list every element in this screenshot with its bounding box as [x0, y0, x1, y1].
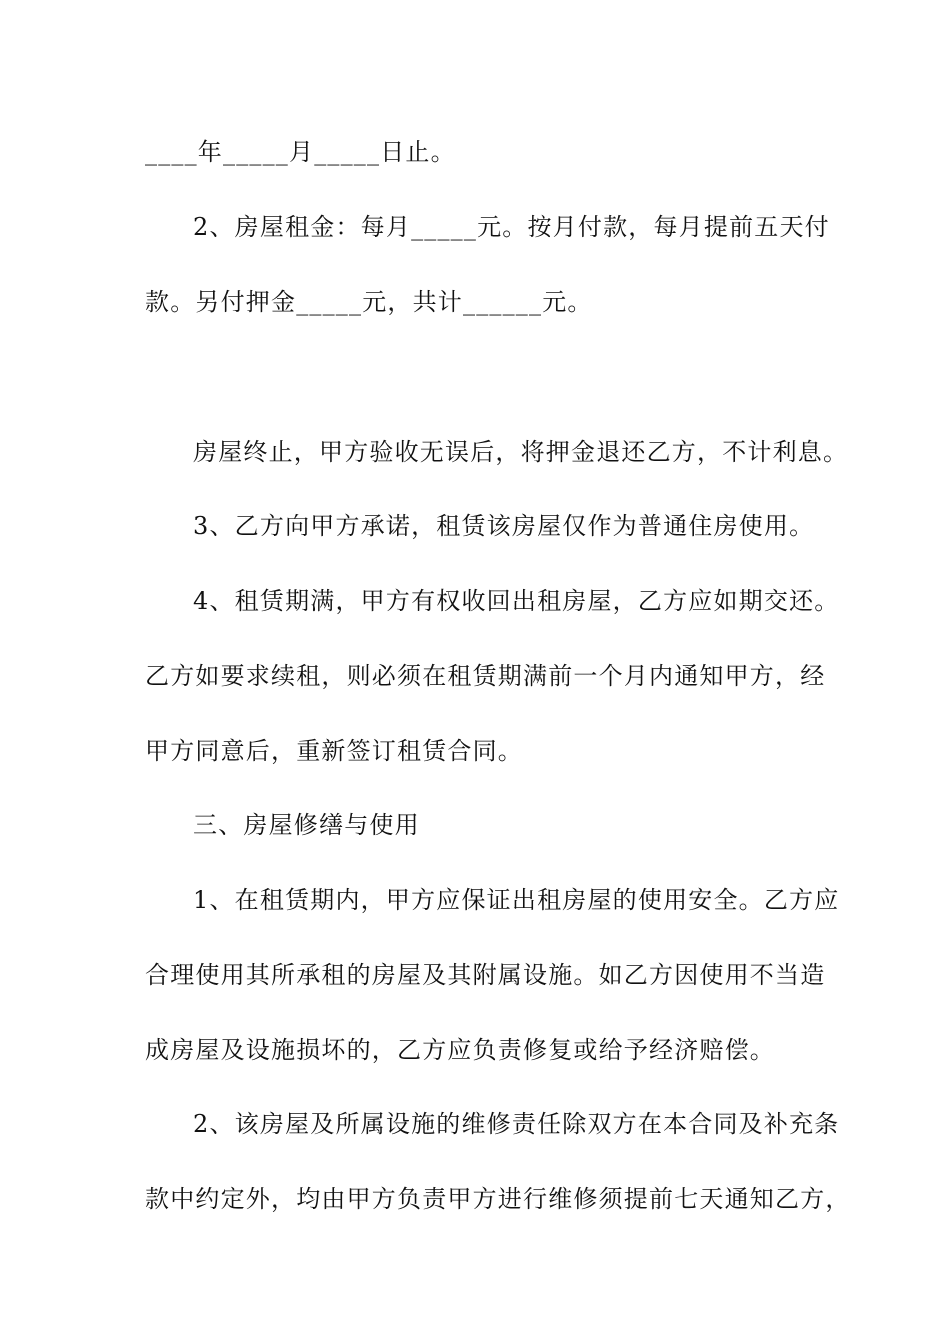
text-line-clause-3: 3、乙方向甲方承诺，租赁该房屋仅作为普通住房使用。 — [193, 512, 815, 540]
text-line-repair-2-cont: 款中约定外，均由甲方负责甲方进行维修须提前七天通知乙方， — [145, 1185, 851, 1213]
text-line-renewal: 乙方如要求续租，则必须在租赁期满前一个月内通知甲方，经 — [145, 662, 826, 690]
section-heading-repair-use: 三、房屋修缮与使用 — [193, 811, 420, 839]
text-line-repair-1-cont: 合理使用其所承租的房屋及其附属设施。如乙方因使用不当造 — [145, 961, 826, 989]
text-line-term-end-date: ____年_____月_____日止。 — [145, 138, 456, 166]
text-line-deposit: 款。另付押金_____元，共计______元。 — [145, 288, 593, 316]
text-line-rent-clause: 2、房屋租金：每月_____元。按月付款，每月提前五天付 — [193, 213, 830, 241]
text-line-clause-4: 4、租赁期满，甲方有权收回出租房屋，乙方应如期交还。 — [193, 587, 840, 615]
text-line-new-contract: 甲方同意后，重新签订租赁合同。 — [145, 737, 523, 765]
text-line-repair-2: 2、该房屋及所属设施的维修责任除双方在本合同及补充条 — [193, 1110, 840, 1138]
text-line-repair-1: 1、在租赁期内，甲方应保证出租房屋的使用安全。乙方应 — [193, 886, 840, 914]
text-line-repair-1-end: 成房屋及设施损坏的，乙方应负责修复或给予经济赔偿。 — [145, 1036, 775, 1064]
text-line-deposit-return: 房屋终止，甲方验收无误后，将押金退还乙方，不计利息。 — [193, 438, 849, 466]
